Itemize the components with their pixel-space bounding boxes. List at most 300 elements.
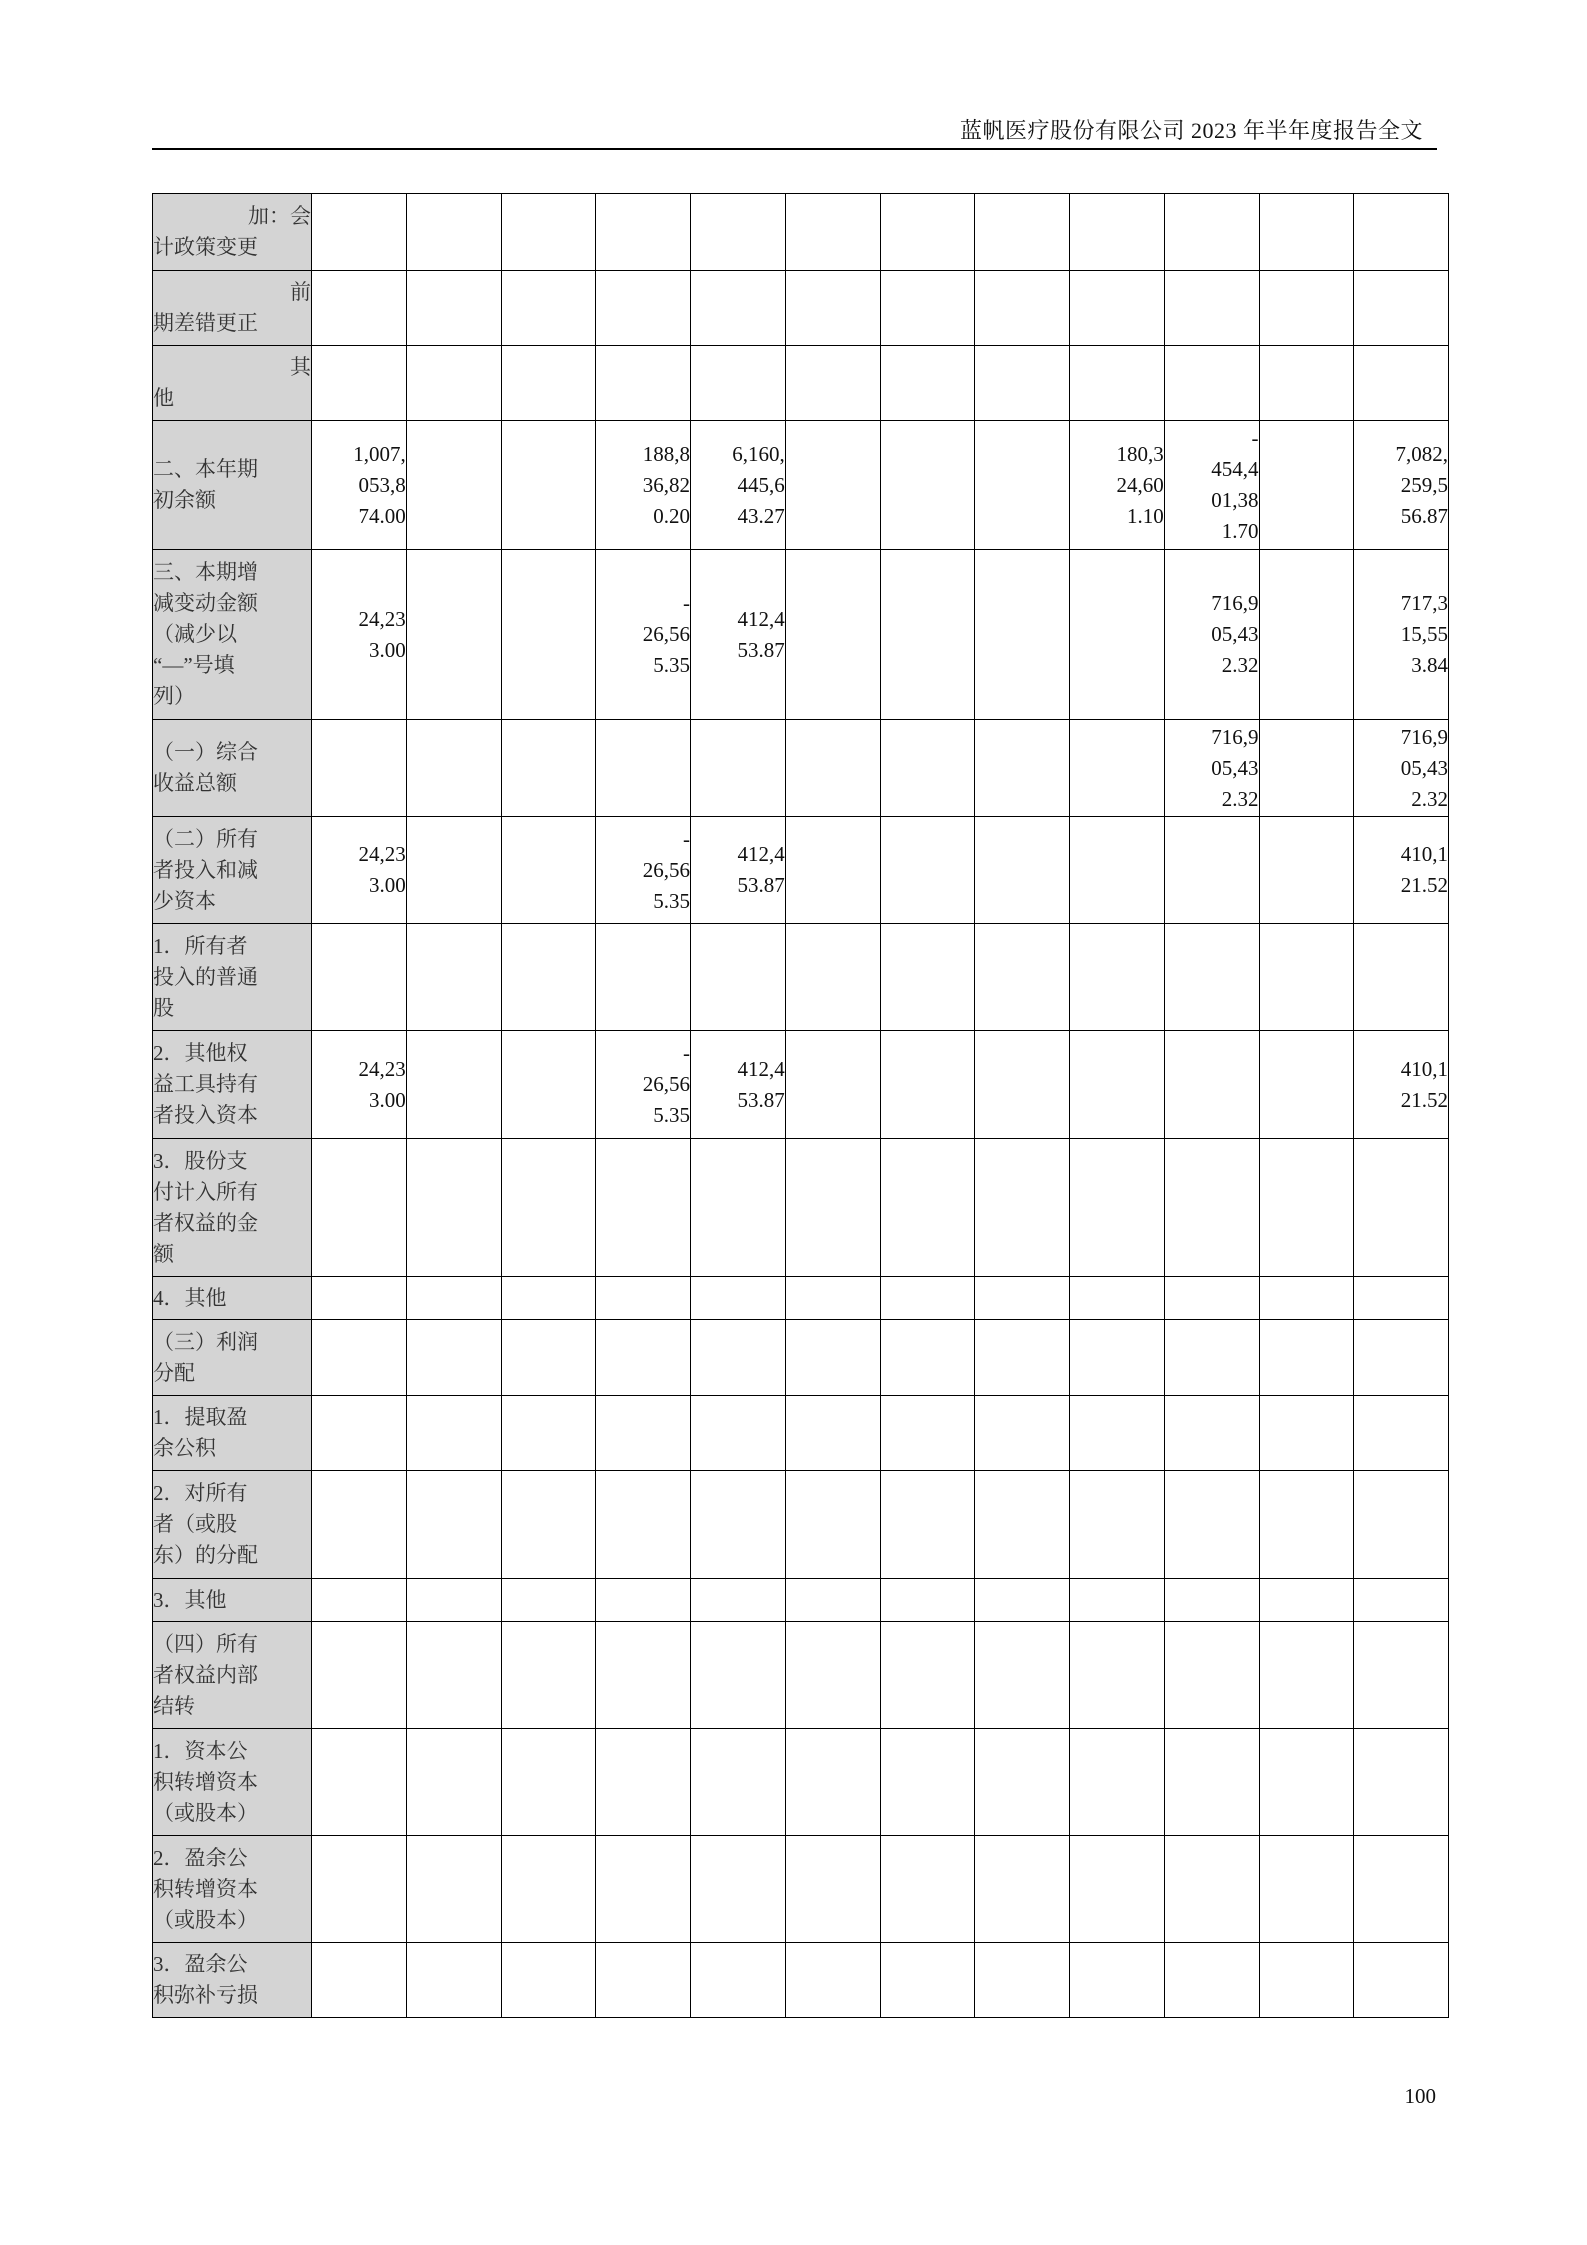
row-label-line: 1．所有者 <box>153 933 248 958</box>
row-label-line: 收益总额 <box>153 771 237 795</box>
table-body <box>153 194 1449 2018</box>
value-cell <box>1354 1579 1449 1622</box>
value-cell <box>1070 550 1165 720</box>
value-cell <box>1259 1277 1354 1320</box>
owners-equity-change-table <box>152 193 1449 2018</box>
value-cell <box>406 1277 501 1320</box>
row-label-line: 1．提取盈 <box>153 1405 248 1429</box>
row-label-line: （减少以 <box>153 622 237 646</box>
value-cell <box>785 271 880 346</box>
value-cell <box>1354 817 1449 924</box>
table-row <box>153 1836 1449 1943</box>
value-cell <box>501 346 596 421</box>
value-cell <box>1259 271 1354 346</box>
value-cell <box>1070 1579 1165 1622</box>
value-cell <box>501 1622 596 1729</box>
value-cell <box>312 1943 407 2018</box>
value-cell <box>880 1729 975 1836</box>
value-cell <box>691 1277 786 1320</box>
value-cell <box>1354 346 1449 421</box>
table-row <box>153 720 1449 817</box>
row-label <box>153 1579 312 1622</box>
value-line: 2.32 <box>1221 653 1259 677</box>
value-line: 26,56 <box>642 622 690 646</box>
value-cell <box>691 1031 786 1139</box>
table-row <box>153 1471 1449 1579</box>
value-cell <box>1354 271 1449 346</box>
value-line: 36,82 <box>642 472 690 497</box>
value-cell <box>975 1943 1070 2018</box>
value-cell <box>501 1139 596 1277</box>
value-cell <box>1259 1579 1354 1622</box>
value-cell <box>1259 720 1354 817</box>
table-row <box>153 346 1449 421</box>
value-cell <box>1164 1031 1259 1139</box>
value-cell <box>501 550 596 720</box>
value-cell <box>1164 1622 1259 1729</box>
value-cell <box>975 1277 1070 1320</box>
table-row <box>153 1622 1449 1729</box>
value-cell <box>596 346 691 421</box>
value-line: 5.35 <box>653 888 690 913</box>
value-cell <box>785 1836 880 1943</box>
value-line: 053,8 <box>358 472 406 497</box>
value-cell <box>406 1396 501 1471</box>
value-cell <box>1164 550 1259 720</box>
value-line: 410,1 <box>1400 842 1448 866</box>
value-cell <box>1164 271 1259 346</box>
value-cell <box>406 720 501 817</box>
value-cell <box>880 421 975 550</box>
value-cell <box>596 194 691 271</box>
value-cell <box>880 1579 975 1622</box>
value-cell <box>1164 720 1259 817</box>
value-cell <box>501 1320 596 1396</box>
value-cell <box>1164 421 1259 550</box>
value-cell <box>1259 817 1354 924</box>
value-cell <box>1354 924 1449 1031</box>
value-cell <box>691 550 786 720</box>
value-cell <box>312 1836 407 1943</box>
value-cell <box>312 194 407 271</box>
value-cell <box>975 1836 1070 1943</box>
value-cell <box>312 1277 407 1320</box>
value-cell <box>880 1396 975 1471</box>
value-cell <box>975 194 1070 271</box>
value-cell <box>785 924 880 1031</box>
value-cell <box>785 1277 880 1320</box>
value-cell <box>1164 346 1259 421</box>
value-line: 717,3 <box>1400 591 1448 615</box>
value-cell <box>501 1471 596 1579</box>
row-label-line: 列） <box>153 684 195 708</box>
value-line: 26,56 <box>642 1072 690 1096</box>
value-cell <box>1259 194 1354 271</box>
row-label-line: 2．盈余公 <box>153 1845 248 1870</box>
value-line: 3.00 <box>369 637 406 662</box>
row-label-line: 3．盈余公 <box>153 1952 248 1976</box>
value-cell <box>691 346 786 421</box>
value-cell <box>1070 924 1165 1031</box>
row-label-line: （或股本） <box>153 1800 258 1825</box>
value-cell <box>406 271 501 346</box>
value-line: 445,6 <box>737 472 785 497</box>
value-line: - <box>683 1041 690 1065</box>
row-label <box>153 1622 312 1729</box>
value-cell <box>596 1471 691 1579</box>
value-cell <box>406 1471 501 1579</box>
value-cell <box>1354 1396 1449 1471</box>
value-line: - <box>1251 426 1259 450</box>
value-cell <box>1354 1836 1449 1943</box>
value-cell <box>785 1031 880 1139</box>
value-cell <box>785 421 880 550</box>
value-cell <box>785 1320 880 1396</box>
value-line: 24,23 <box>358 842 406 866</box>
row-label <box>153 1943 312 2018</box>
row-label-line: 积弥补亏损 <box>153 1983 258 2007</box>
value-cell <box>1259 1622 1354 1729</box>
row-label-line: 前 <box>290 280 311 304</box>
value-cell <box>1164 1277 1259 1320</box>
value-cell <box>596 1579 691 1622</box>
value-cell <box>406 1836 501 1943</box>
value-cell <box>691 1836 786 1943</box>
value-cell <box>975 1320 1070 1396</box>
row-label <box>153 817 312 924</box>
row-label <box>153 271 312 346</box>
value-cell <box>501 194 596 271</box>
table-row <box>153 1320 1449 1396</box>
row-label-line: 股 <box>153 995 174 1020</box>
value-cell <box>880 1139 975 1277</box>
row-label-line: 计政策变更 <box>153 235 258 259</box>
value-cell <box>312 1729 407 1836</box>
row-label-line: 者（或股 <box>153 1512 237 1536</box>
row-label-line: 投入的普通 <box>153 964 258 989</box>
row-label-line: 结转 <box>153 1693 195 1718</box>
value-cell <box>312 1139 407 1277</box>
row-label-line: 积转增资本 <box>153 1876 258 1901</box>
row-label <box>153 346 312 421</box>
value-cell <box>406 1320 501 1396</box>
value-cell <box>975 1031 1070 1139</box>
value-line: 3.00 <box>369 1087 406 1112</box>
value-cell <box>785 1943 880 2018</box>
value-cell <box>880 1471 975 1579</box>
value-cell <box>501 1579 596 1622</box>
value-cell <box>596 1031 691 1139</box>
value-cell <box>785 1471 880 1579</box>
value-line: 53.87 <box>737 637 785 662</box>
value-cell <box>691 1396 786 1471</box>
value-cell <box>785 194 880 271</box>
value-cell <box>596 1139 691 1277</box>
value-line: 05,43 <box>1211 755 1259 780</box>
value-cell <box>1070 271 1165 346</box>
value-cell <box>691 1579 786 1622</box>
table-row <box>153 1031 1449 1139</box>
value-line: 24,23 <box>358 606 406 631</box>
value-line: 716,9 <box>1400 724 1448 749</box>
row-label-line: 初余额 <box>153 488 216 512</box>
value-cell <box>975 1622 1070 1729</box>
value-line: 53.87 <box>737 1087 785 1112</box>
value-cell <box>1259 1320 1354 1396</box>
row-label-line: “—”号填 <box>153 653 235 677</box>
value-cell <box>1164 924 1259 1031</box>
table-row <box>153 817 1449 924</box>
row-label-line: 4．其他 <box>153 1285 227 1310</box>
value-cell <box>785 346 880 421</box>
value-cell <box>1354 1139 1449 1277</box>
value-cell <box>596 720 691 817</box>
value-cell <box>312 421 407 550</box>
row-label-line: （一）综合 <box>153 740 258 764</box>
value-cell <box>975 1396 1070 1471</box>
value-cell <box>501 1277 596 1320</box>
row-label <box>153 550 312 720</box>
value-cell <box>406 1139 501 1277</box>
value-cell <box>406 1943 501 2018</box>
row-label-line: 东）的分配 <box>153 1543 258 1567</box>
row-label-line: （四）所有 <box>153 1631 258 1656</box>
value-cell <box>975 1729 1070 1836</box>
value-cell <box>1070 194 1165 271</box>
value-cell <box>596 1622 691 1729</box>
row-label <box>153 1277 312 1320</box>
value-cell <box>1354 194 1449 271</box>
value-cell <box>880 346 975 421</box>
row-label-line: 分配 <box>153 1360 195 1385</box>
value-cell <box>312 550 407 720</box>
value-cell <box>596 550 691 720</box>
value-cell <box>1259 924 1354 1031</box>
row-label-line: （二）所有 <box>153 826 258 851</box>
row-label-line: 二、本年期 <box>153 457 258 481</box>
row-label <box>153 1471 312 1579</box>
value-cell <box>1164 1320 1259 1396</box>
value-cell <box>1070 1320 1165 1396</box>
value-cell <box>1070 346 1165 421</box>
value-line: 180,3 <box>1116 441 1164 466</box>
row-label-line: 余公积 <box>153 1436 216 1460</box>
row-label-line: 者权益的金 <box>153 1210 258 1235</box>
value-cell <box>406 924 501 1031</box>
value-line: 21.52 <box>1400 873 1448 897</box>
row-label-line: （或股本） <box>153 1907 258 1932</box>
page-number: 100 <box>1404 2084 1436 2108</box>
value-cell <box>785 1579 880 1622</box>
value-line: 05,43 <box>1211 622 1259 646</box>
value-cell <box>880 550 975 720</box>
value-cell <box>975 1139 1070 1277</box>
value-line: 1.70 <box>1221 519 1259 543</box>
value-line: 3.00 <box>369 873 406 897</box>
row-label-line: 益工具持有 <box>153 1072 258 1096</box>
value-cell <box>312 1396 407 1471</box>
value-cell <box>406 1622 501 1729</box>
value-cell <box>880 1943 975 2018</box>
row-label-line: 3．其他 <box>153 1587 227 1612</box>
row-label <box>153 1729 312 1836</box>
value-line: - <box>683 826 690 851</box>
row-label-line: 付计入所有 <box>153 1179 258 1204</box>
value-cell <box>501 720 596 817</box>
value-cell <box>501 1729 596 1836</box>
value-cell <box>1259 550 1354 720</box>
value-line: 716,9 <box>1211 724 1259 749</box>
value-cell <box>785 720 880 817</box>
value-cell <box>880 720 975 817</box>
value-cell <box>880 924 975 1031</box>
table-row <box>153 1943 1449 2018</box>
value-cell <box>691 924 786 1031</box>
value-cell <box>1354 1471 1449 1579</box>
value-cell <box>406 1031 501 1139</box>
value-cell <box>691 1622 786 1729</box>
value-line: 21.52 <box>1400 1087 1448 1112</box>
value-cell <box>406 194 501 271</box>
value-line: 259,5 <box>1400 472 1448 497</box>
value-cell <box>1354 720 1449 817</box>
value-cell <box>880 1320 975 1396</box>
value-cell <box>1070 1396 1165 1471</box>
value-cell <box>1354 1031 1449 1139</box>
value-cell <box>596 924 691 1031</box>
value-line: 53.87 <box>737 873 785 897</box>
value-cell <box>596 817 691 924</box>
value-cell <box>1164 194 1259 271</box>
row-label <box>153 720 312 817</box>
row-label-line: 三、本期增 <box>153 560 258 584</box>
value-cell <box>1354 1277 1449 1320</box>
value-cell <box>1354 1622 1449 1729</box>
table-row <box>153 924 1449 1031</box>
value-line: 7,082, <box>1395 441 1448 466</box>
value-cell <box>596 1729 691 1836</box>
value-cell <box>1070 1943 1165 2018</box>
value-line: 188,8 <box>642 441 690 466</box>
value-cell <box>1259 1729 1354 1836</box>
value-cell <box>1070 1139 1165 1277</box>
table-row <box>153 421 1449 550</box>
value-cell <box>691 817 786 924</box>
row-label-line: 2．其他权 <box>153 1041 248 1065</box>
value-cell <box>501 1836 596 1943</box>
value-line: 2.32 <box>1221 786 1259 811</box>
value-cell <box>312 271 407 346</box>
value-cell <box>501 1031 596 1139</box>
value-line: 412,4 <box>737 1056 785 1081</box>
value-cell <box>1164 1471 1259 1579</box>
value-cell <box>785 1139 880 1277</box>
value-cell <box>501 1396 596 1471</box>
row-label-line: 加：会 <box>248 204 311 228</box>
value-cell <box>1070 1277 1165 1320</box>
value-cell <box>1354 550 1449 720</box>
value-cell <box>975 1579 1070 1622</box>
value-line: 24,23 <box>358 1056 406 1081</box>
value-line: 26,56 <box>642 857 690 882</box>
value-line: 56.87 <box>1400 503 1448 528</box>
value-cell <box>501 817 596 924</box>
row-label <box>153 924 312 1031</box>
value-cell <box>406 817 501 924</box>
row-label-line: 额 <box>153 1241 174 1266</box>
value-cell <box>975 271 1070 346</box>
table-row <box>153 1729 1449 1836</box>
value-line: 412,4 <box>737 606 785 631</box>
value-cell <box>880 271 975 346</box>
value-cell <box>1259 1396 1354 1471</box>
value-cell <box>596 1320 691 1396</box>
value-cell <box>785 1396 880 1471</box>
value-cell <box>596 421 691 550</box>
value-cell <box>596 1396 691 1471</box>
table-row <box>153 271 1449 346</box>
value-cell <box>880 1031 975 1139</box>
row-label <box>153 1139 312 1277</box>
value-cell <box>1354 1943 1449 2018</box>
value-cell <box>975 346 1070 421</box>
value-cell <box>312 1471 407 1579</box>
value-line: 454,4 <box>1211 457 1259 481</box>
value-line: 3.84 <box>1411 653 1448 677</box>
value-cell <box>312 1579 407 1622</box>
value-cell <box>1070 421 1165 550</box>
row-label-line: 他 <box>153 386 174 410</box>
value-cell <box>501 271 596 346</box>
value-cell <box>1164 1836 1259 1943</box>
value-cell <box>975 817 1070 924</box>
row-label-line: 者权益内部 <box>153 1662 258 1687</box>
value-cell <box>596 1836 691 1943</box>
value-cell <box>596 1943 691 2018</box>
value-cell <box>880 1277 975 1320</box>
value-cell <box>785 550 880 720</box>
table-row <box>153 194 1449 271</box>
value-cell <box>1259 346 1354 421</box>
value-cell <box>1070 817 1165 924</box>
value-line: 5.35 <box>653 1103 690 1127</box>
value-cell <box>880 1836 975 1943</box>
row-label-line: 其 <box>290 355 311 379</box>
value-cell <box>312 1320 407 1396</box>
value-line: 716,9 <box>1211 591 1259 615</box>
table-row <box>153 1396 1449 1471</box>
value-cell <box>691 194 786 271</box>
table-row <box>153 1277 1449 1320</box>
value-line: 43.27 <box>737 503 785 528</box>
table-row <box>153 1579 1449 1622</box>
value-line: 01,38 <box>1211 488 1259 512</box>
value-line: 24,60 <box>1116 472 1164 497</box>
value-cell <box>312 1622 407 1729</box>
value-cell <box>1259 1943 1354 2018</box>
value-cell <box>691 720 786 817</box>
table-row <box>153 550 1449 720</box>
value-cell <box>406 550 501 720</box>
value-cell <box>406 1729 501 1836</box>
value-cell <box>975 421 1070 550</box>
row-label <box>153 1031 312 1139</box>
value-cell <box>975 924 1070 1031</box>
row-label-line: 2．对所有 <box>153 1481 248 1505</box>
value-cell <box>1259 1836 1354 1943</box>
row-label-line: 少资本 <box>153 888 216 913</box>
value-cell <box>1354 421 1449 550</box>
